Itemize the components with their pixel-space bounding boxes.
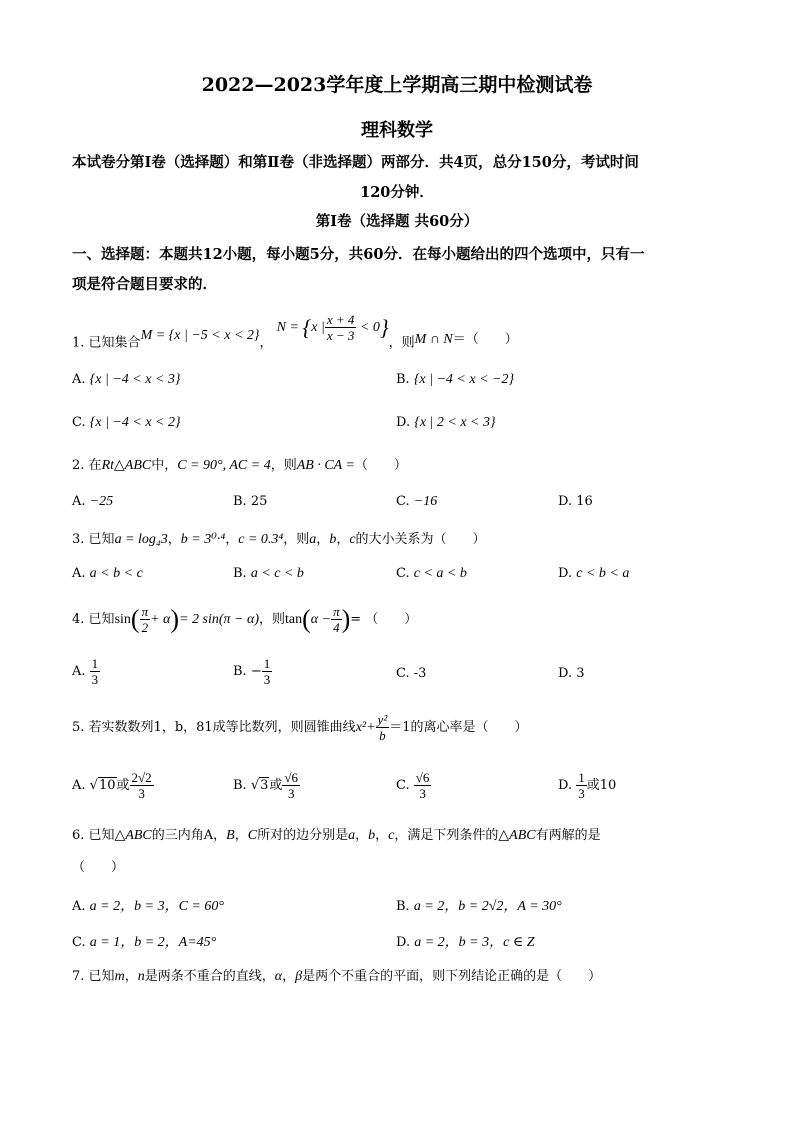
option-label: A. xyxy=(72,566,86,581)
part-line-1: 一、选择题：本题共12小题，每小题5分，共60分．在每小题给出的四个选项中，只有一 xyxy=(72,246,645,263)
option-text: 3 xyxy=(576,666,585,681)
part-instructions xyxy=(72,240,727,300)
fraction-denominator: x − 3 xyxy=(326,328,355,343)
side-a: a xyxy=(348,828,356,843)
question-text: = （ ） xyxy=(350,612,418,627)
question-text: ，则 xyxy=(388,335,415,351)
minus-sign: − xyxy=(250,664,262,679)
option-text: −25 xyxy=(89,494,114,509)
option-text: a = 2，b = 2√2，A = 30° xyxy=(413,899,562,914)
option-fraction xyxy=(130,770,154,801)
or-word: 或 xyxy=(116,778,130,793)
option-tail: 或10 xyxy=(586,778,617,793)
question-text: 已知 xyxy=(88,532,115,547)
option-label: A. xyxy=(72,664,86,679)
question-number: 5. xyxy=(72,720,85,735)
sqrt-value: 10 xyxy=(98,778,116,793)
option-fraction xyxy=(282,770,300,801)
intro-line-1: 本试卷分第Ⅰ卷（选择题）和第Ⅱ卷（非选择题）两部分．共4页，总分150分，考试时间 xyxy=(72,154,639,171)
option-label: D. xyxy=(558,666,573,681)
question-text: 是两条不重合的直线， xyxy=(144,969,275,984)
side-c: c xyxy=(388,828,395,843)
question-text: 是两个不重合的平面，则下列结论正确的是（ ） xyxy=(302,969,602,984)
fraction-numerator: y² xyxy=(377,712,388,727)
set-n: N = {x | $\frac{x + 4}{x - 3}$ < 0} xyxy=(276,312,389,343)
question-text: 已知集合 xyxy=(88,335,141,351)
equation-rhs: = 2 sin(π − α) xyxy=(179,612,259,627)
question-text: 的大小关系为（ ） xyxy=(355,532,486,547)
option-label: B. xyxy=(233,494,247,509)
var-a: a xyxy=(309,532,317,547)
question-6: 6. 已知△ABC的三内角A，B，C所对的边分别是a，b，c，满足下列条件的△ABC有两解的是 xyxy=(72,828,601,843)
option-label: B. xyxy=(233,566,247,581)
question-number: 3. xyxy=(72,532,85,547)
set-intersection: M ∩ N xyxy=(414,331,453,347)
question-number: 7. xyxy=(72,969,85,984)
option-label: A. xyxy=(72,372,86,387)
option-text: -3 xyxy=(413,666,427,681)
option-label: D. xyxy=(396,935,411,950)
option-text: {x | 2 < x < 3} xyxy=(414,415,496,430)
question-text: 的离心率是（ ） xyxy=(410,720,528,735)
option-6c[interactable] xyxy=(72,931,216,951)
option-label: A. xyxy=(72,494,86,509)
or-word: 或 xyxy=(269,778,283,793)
exam-title: 2022—2023学年度上学期高三期中检测试卷 xyxy=(201,74,593,96)
question-3: 3. 已知a = log₄3，b = 3⁰·⁴，c = 0.3⁴，则a，b，c的大小关系为（ ） xyxy=(72,532,486,547)
option-label: B. xyxy=(396,899,410,914)
fraction-numerator: π xyxy=(141,604,149,619)
tan-function: tan xyxy=(285,612,303,627)
line-n: n xyxy=(137,969,145,984)
question-7 xyxy=(72,967,601,987)
question-4: 4. 已知sin( $\frac{\pi}{2}$ + α)= 2 sin(π − α)，则tan(α − $\frac{\pi}{4}$ )= （ ） xyxy=(72,604,418,635)
option-text: c < a < b xyxy=(413,566,467,581)
question-text: 有两解的是 xyxy=(535,828,601,843)
sin-function: sin xyxy=(114,612,131,627)
option-label: C. xyxy=(72,935,86,950)
option-text: a < c < b xyxy=(250,566,304,581)
option-label: D. xyxy=(558,494,573,509)
question-number: 4. xyxy=(72,612,85,627)
question-text: ，满足下列条件的 xyxy=(394,828,499,843)
plane-beta: β xyxy=(295,969,303,984)
fraction-numerator: √6 xyxy=(415,770,430,785)
option-2d[interactable] xyxy=(558,494,593,509)
a-definition: a = log₄3 xyxy=(114,532,168,547)
option-label: A. xyxy=(72,778,86,793)
option-text: c < b < a xyxy=(576,566,630,581)
option-text: 25 xyxy=(250,494,268,509)
fraction-denominator: 2 xyxy=(141,620,149,635)
question-number: 6. xyxy=(72,828,85,843)
fraction-denominator: 3 xyxy=(263,672,271,687)
condition: C = 90°, AC = 4 xyxy=(177,458,271,473)
option-5b[interactable]: B. √3或 $\frac{√6}{3}$ xyxy=(233,770,299,801)
option-3d[interactable] xyxy=(558,566,629,582)
section-heading: 第Ⅰ卷（选择题 共60分） xyxy=(315,213,479,230)
option-4c[interactable] xyxy=(396,666,426,681)
question-1 xyxy=(72,312,518,359)
option-2a[interactable] xyxy=(72,494,113,510)
triangle-label: △ABC xyxy=(114,828,152,843)
fraction-denominator: 3 xyxy=(287,786,295,801)
question-text: ， xyxy=(124,969,138,984)
option-label: D. xyxy=(396,415,411,430)
side-b: b xyxy=(368,828,376,843)
pi-over-4 xyxy=(331,604,342,635)
option-2c[interactable] xyxy=(396,494,437,510)
triangle-label: Rt△ABC xyxy=(101,458,152,473)
option-6d[interactable] xyxy=(396,931,535,951)
option-label: D. xyxy=(558,778,573,793)
question-text: 所对的边分别是 xyxy=(257,828,349,843)
part-line-2: 项是符合题目要求的． xyxy=(72,276,217,293)
option-3b[interactable] xyxy=(233,566,304,582)
question-number: 1. xyxy=(72,335,85,351)
option-5c[interactable] xyxy=(396,770,431,801)
option-text: {x | −4 < x < 3} xyxy=(89,372,181,387)
option-3a[interactable] xyxy=(72,566,143,582)
set-n-tail: < 0 xyxy=(359,319,380,335)
fraction-denominator: 3 xyxy=(91,672,99,687)
question-text: ， xyxy=(234,828,248,843)
fraction-denominator: b xyxy=(379,728,386,743)
option-3c[interactable] xyxy=(396,566,467,582)
sqrt-value: 3 xyxy=(260,778,269,793)
option-4b[interactable] xyxy=(233,656,272,687)
question-text: ， xyxy=(282,969,296,984)
option-text: a < b < c xyxy=(89,566,143,581)
fraction-denominator: 4 xyxy=(333,620,340,635)
plane-alpha: α xyxy=(274,969,283,984)
question-text: 在 xyxy=(88,458,102,473)
option-1b[interactable] xyxy=(396,372,514,388)
option-text: {x | −4 < x < 2} xyxy=(89,415,181,430)
equals-one: ＝1 xyxy=(389,720,411,735)
option-label: A. xyxy=(72,899,86,914)
fraction-numerator: 1 xyxy=(91,656,99,671)
option-text: a = 2，b = 3，c ∈ Z xyxy=(414,935,535,950)
alpha-minus: α − xyxy=(310,612,332,627)
option-label: B. xyxy=(396,372,410,387)
option-6b[interactable] xyxy=(396,895,562,915)
line-m: m xyxy=(114,969,125,984)
fraction-denominator: 3 xyxy=(138,786,145,801)
question-text: ，则 xyxy=(283,532,310,547)
option-4d[interactable] xyxy=(558,666,585,681)
set-n-lead: N = xyxy=(276,319,303,335)
option-label: B. xyxy=(233,778,247,793)
triangle-label: △ABC xyxy=(498,828,536,843)
option-fraction xyxy=(576,770,587,801)
fraction-numerator: x + 4 xyxy=(326,312,355,327)
intro-line-2: 120分钟． xyxy=(360,184,434,201)
fraction-numerator: π xyxy=(333,604,340,619)
fraction-numerator: 1 xyxy=(578,770,585,785)
fraction-denominator: 3 xyxy=(419,786,426,801)
question-5 xyxy=(72,712,528,743)
x-squared-term: x²+ xyxy=(355,720,376,735)
vector-expression: AB · CA = xyxy=(296,458,355,473)
question-text: 已知 xyxy=(88,969,115,984)
option-label: C. xyxy=(396,778,410,793)
fraction-numerator: 2√2 xyxy=(131,770,152,785)
question-text: ，则 xyxy=(270,458,297,473)
plus-alpha: + α xyxy=(150,612,171,627)
question-text: ，则 xyxy=(258,612,285,627)
question-text: 已知 xyxy=(88,828,115,843)
option-text: 16 xyxy=(576,494,593,509)
exam-subject: 理科数学 xyxy=(361,120,433,141)
separator: ， xyxy=(225,532,239,547)
option-1a[interactable] xyxy=(72,372,181,388)
question-text: 若实数数列1，b，81成等比数列，则圆锥曲线 xyxy=(88,720,356,735)
question-number: 2. xyxy=(72,458,85,473)
question-text: 的三内角A， xyxy=(151,828,227,843)
fraction-denominator: 3 xyxy=(578,786,585,801)
option-text: {x | −4 < x < −2} xyxy=(413,372,515,387)
option-text: a = 1，b = 2，A=45° xyxy=(89,935,217,950)
option-label: C. xyxy=(396,666,410,681)
question-text: 中， xyxy=(151,458,178,473)
option-5a[interactable]: A. √10或 $\frac{2√2}{3}$ xyxy=(72,770,152,801)
question-6-paren: （ ） xyxy=(72,860,125,875)
option-text: −16 xyxy=(413,494,438,509)
option-label: C. xyxy=(396,494,410,509)
angle-c: C xyxy=(247,828,258,843)
option-1c[interactable] xyxy=(72,415,181,431)
pi-over-2 xyxy=(140,604,151,635)
var-b: b xyxy=(329,532,337,547)
option-text: a = 2，b = 3，C = 60° xyxy=(89,899,224,914)
option-label: B. xyxy=(233,664,247,679)
option-6a[interactable] xyxy=(72,895,224,915)
option-label: C. xyxy=(72,415,86,430)
question-text: 已知 xyxy=(88,612,115,627)
y2-over-b xyxy=(376,712,390,743)
var-c: c xyxy=(349,532,356,547)
fraction-numerator: √6 xyxy=(284,770,299,785)
option-fraction xyxy=(90,656,101,687)
question-text: ， xyxy=(259,335,273,351)
option-5d[interactable] xyxy=(558,770,616,801)
angle-b: B xyxy=(226,828,235,843)
option-2b[interactable] xyxy=(233,494,267,509)
set-n-fraction xyxy=(325,312,357,343)
option-fraction xyxy=(262,656,273,687)
question-text: ＝（ ） xyxy=(452,331,518,347)
b-definition: b = 3⁰·⁴ xyxy=(180,532,226,547)
option-label: D. xyxy=(558,566,573,581)
question-2 xyxy=(72,456,407,476)
c-definition: c = 0.3⁴ xyxy=(238,532,284,547)
set-n-var: x | xyxy=(311,319,325,335)
option-label: C. xyxy=(396,566,410,581)
option-4a[interactable] xyxy=(72,656,100,687)
question-text: （ ） xyxy=(354,458,407,473)
option-1d[interactable] xyxy=(396,415,496,431)
separator: ， xyxy=(167,532,181,547)
set-m: M = {x | −5 < x < 2} xyxy=(140,327,260,343)
fraction-numerator: 1 xyxy=(263,656,271,671)
option-fraction xyxy=(414,770,432,801)
